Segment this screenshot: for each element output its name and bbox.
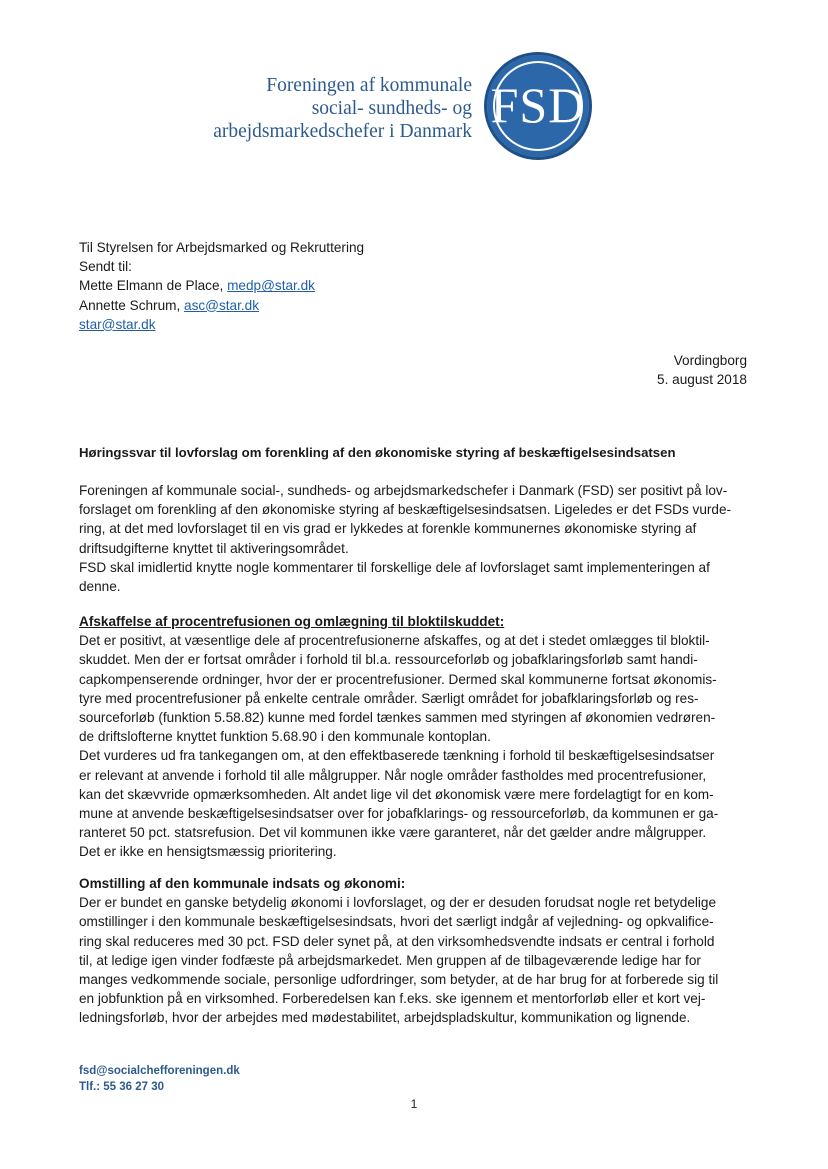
body-line: denne. [79,579,121,595]
body-line: capkompenserende ordninger, hvor der er procentrefusioner. Dermed skal kommunerne fortsat økonomis- [79,671,717,687]
recipient-line [79,296,679,315]
body-line: en jobfunktion på en virksomhed. Forberedelsen kan f.eks. ske igennem et mentorforløb eller et kort vej- [79,991,706,1007]
fsd-logo [484,52,592,160]
body-line: ledningsforløb, hvor der arbejdes med mødestabilitet, arbejdspladskultur, kommunikation og lignende. [79,1010,691,1026]
recipient-agency: Til Styrelsen for Arbejdsmarked og Rekruttering [79,240,365,255]
body-line: Det er positivt, at væsentlige dele af procentrefusionerne afskaffes, og at det i stedet omlægges til bloktil- [79,633,710,649]
body-line: ring, at det med lovforslaget til en vis grad er lykkedes at forenkle kommunernes økonomiske styring af [79,521,697,537]
body-line: driftsudgifterne knyttet til aktiveringsområdet. [79,540,349,556]
recipient-line [79,276,679,295]
address-block [79,238,679,334]
page-number: 1 [410,1097,418,1111]
body-line: tyre med procentrefusioner på enkelte centrale områder. Særligt området for jobafklaringsforløb og res- [79,690,699,706]
body-line: kan det skævvride opmærksomheden. Alt andet lige vil det økonomisk være mere fordelagtigt for en kom- [79,786,714,802]
recipient-name: Annette Schrum, [79,297,185,313]
recipient-email-link[interactable]: asc@star.dk [184,297,260,313]
logo-text: FSD [490,77,586,133]
recipient-email-link[interactable]: medp@star.dk [227,278,315,294]
section-omstilling [79,874,749,1028]
body-line: ranteret 50 pct. statsrefusion. Det vil kommunen ikke være garanteret, når det gælder andre målgrupper. [79,825,707,841]
place-date [657,351,747,389]
body-line: sourceforløb (funktion 5.58.82) kunne med fordel tænkes sammen med styringen af økonomien vedrøren- [79,710,716,726]
footer-phone: Tlf.: 55 36 27 30 [79,1081,165,1093]
body-line: skuddet. Men der er fortsat områder i forhold til bl.a. ressourceforløb og jobafklaringsforløb samt handi- [79,652,698,668]
body-line: er relevant at anvende i forhold til alle målgrupper. Når nogle områder fastholdes med procentrefusioner, [79,767,707,783]
body-line: FSD skal imidlertid knytte nogle kommentarer til forskellige dele af lovforslaget samt implementeringen af [79,559,710,575]
intro-paragraph [79,481,749,596]
recipient-line [79,315,679,334]
org-name-line: social- sundheds- og [311,98,472,119]
org-name-line: arbejdsmarkedschefer i Danmark [213,121,472,142]
body-line: manges vedkommende sociale, personlige udfordringer, som betyder, at de har brug for at forberede sig til [79,972,719,988]
letter-subject: Høringssvar til lovforslag om forenkling af den økonomiske styring af beskæftigelsesindsatsen [79,445,676,460]
section-heading: Omstilling af den kommunale indsats og økonomi: [79,876,406,891]
body-line: Foreningen af kommunale social-, sundheds- og arbejdsmarkedschefer i Danmark (FSD) ser positivt på lov- [79,483,728,498]
section-heading: Afskaffelse af procentrefusionen og omlægning til bloktilskuddet: [79,614,505,629]
footer-contact [79,1063,240,1095]
footer-email[interactable]: fsd@socialchefforeningen.dk [79,1065,240,1077]
body-line: forslaget om forenkling af den økonomiske styring af beskæftigelsesindsatsen. Ligeledes er det FSDs vurde- [79,502,732,518]
body-line: omstillinger i den kommunale beskæftigelsesindsats, hvori det særligt indgår af vejledning- og opkvalifice- [79,914,714,930]
body-line: Der er bundet en ganske betydelig økonomi i lovforslaget, og der er desuden forudsat nogle ret betydelige [79,895,717,911]
body-line: ring skal reduceres med 30 pct. FSD deler synet på, at den virksomhedsvendte indsats er central i forhold [79,933,715,949]
body-line: Det er ikke en hensigtsmæssig prioritering. [79,844,337,860]
sent-to-label: Sendt til: [79,259,132,275]
place: Vordingborg [673,353,747,368]
org-name-line: Foreningen af kommunale [266,75,472,96]
section-procentrefusion [79,612,749,862]
date: 5. august 2018 [657,372,747,388]
recipient-name: Mette Elmann de Place, [79,278,228,294]
general-email-link[interactable]: star@star.dk [79,316,156,332]
body-line: til, at ledige igen vinder fodfæste på arbejdsmarkedet. Men gruppen af de tilbageværende ledige har for [79,952,701,968]
body-line: mune at anvende beskæftigelsesindsatser over for jobafklarings- og ressourceforløb, da kommunen er ga- [79,806,719,822]
body-line: Det vurderes ud fra tankegangen om, at den effektbaserede tænkning i forhold til beskæftigelsesindsatser [79,748,715,764]
organization-name [213,74,472,143]
body-line: de driftslofterne knyttet funktion 5.68.90 i den kommunale kontoplan. [79,729,491,745]
